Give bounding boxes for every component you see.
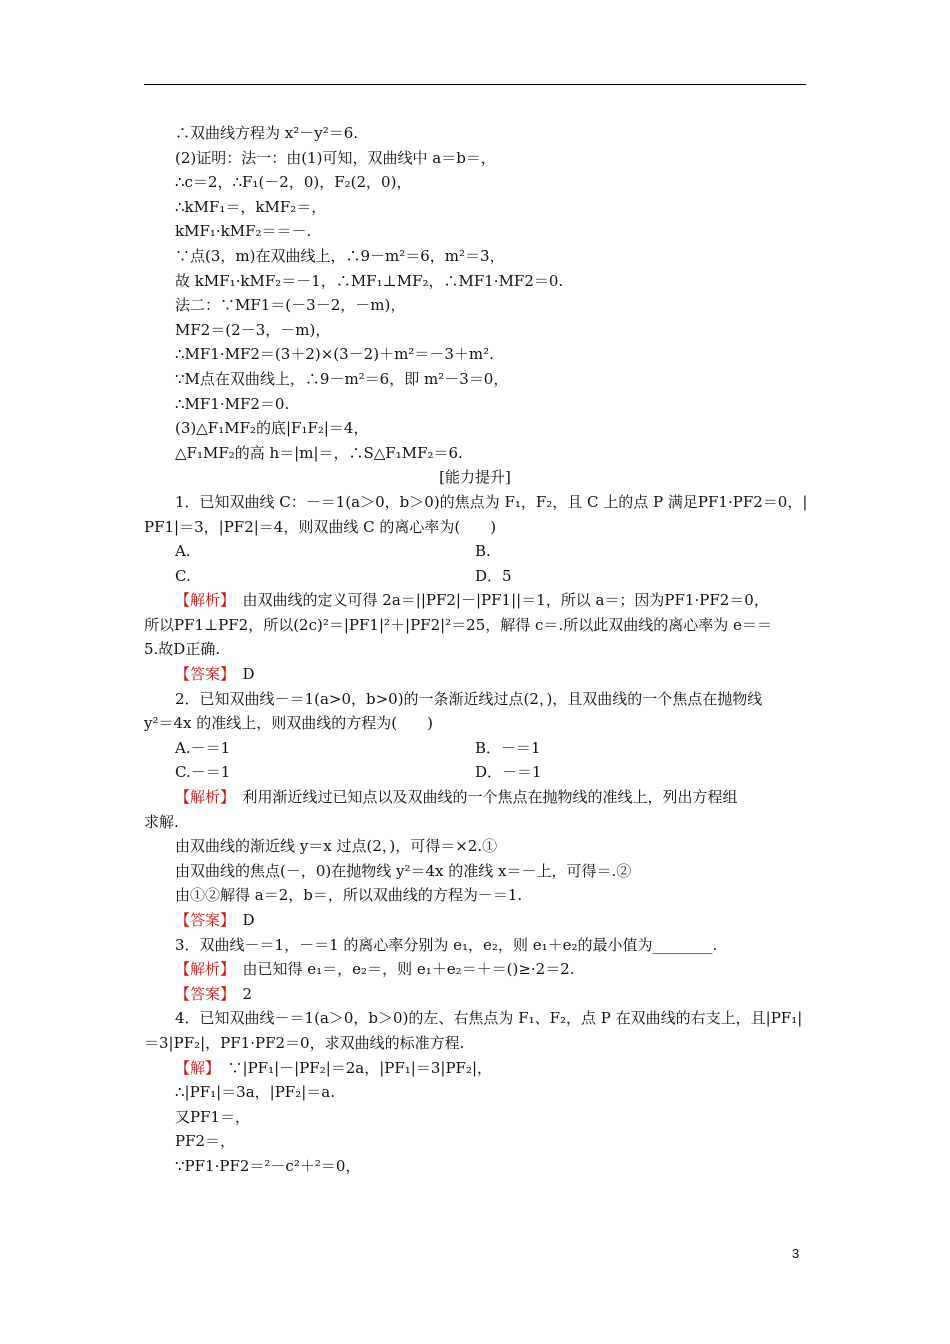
- answer-tag: 【解析】: [175, 788, 228, 807]
- text-line: [144, 342, 806, 367]
- line-text: PF1|＝3，|PF2|＝4，则双曲线 C 的离心率为( ): [144, 517, 497, 536]
- text-line: [144, 588, 806, 613]
- text-line: [144, 662, 806, 687]
- line-text: ∴|PF₁|＝3a，|PF₂|＝a.: [175, 1083, 335, 1102]
- line-text: △F₁MF₂的高 h＝|m|＝，∴S△F₁MF₂＝6.: [175, 443, 463, 462]
- option-right: B.: [475, 542, 491, 561]
- answer-tag: 【解析】: [175, 960, 228, 979]
- line-text: ∴双曲线方程为 x²－y²＝6.: [175, 124, 359, 142]
- document-body: [144, 121, 806, 1179]
- line-text: ＝3|PF₂|，PF1·PF2＝0，求双曲线的标准方程.: [144, 1033, 465, 1052]
- text-line: [144, 785, 806, 810]
- text-line: [144, 490, 806, 515]
- text-line: [144, 883, 806, 908]
- line-text: 又PF1＝，: [175, 1107, 251, 1126]
- option-right: B．－＝1: [475, 738, 541, 757]
- line-text: 由①②解得 a＝2，b＝，所以双曲线的方程为－＝1.: [175, 886, 523, 905]
- line-text: [能力提升]: [439, 468, 511, 487]
- option-left: A.: [175, 542, 191, 561]
- line-text: (3)△F₁MF₂的底|F₁F₂|＝4，: [175, 419, 369, 438]
- line-text: 4．已知双曲线－＝1(a＞0，b＞0)的左、右焦点为 F₁、F₂，点 P 在双曲线的右支上，且|PF₁|: [175, 1009, 803, 1028]
- line-text: 利用渐近线过已知点以及双曲线的一个焦点在抛物线的准线上，列出方程组: [227, 788, 738, 807]
- text-line: [144, 957, 806, 982]
- text-line: [144, 637, 806, 662]
- option-left: A.－＝1: [175, 738, 231, 757]
- text-line: [144, 1006, 806, 1031]
- line-text: 2．已知双曲线－＝1(a>0，b>0)的一条渐近线过点(2，)，且双曲线的一个焦点在抛物线: [175, 689, 763, 708]
- line-text: 由已知得 e₁＝，e₂＝，则 e₁＋e₂＝＋＝()≥·2＝2.: [227, 960, 575, 979]
- line-text: 5.故D正确.: [144, 640, 221, 659]
- text-line: [144, 1154, 806, 1179]
- line-text: 故 kMF₁·kMF₂＝－1，∴MF₁⊥MF₂，∴MF1·MF2＝0.: [175, 271, 564, 290]
- text-line: [144, 760, 806, 785]
- text-line: [144, 687, 806, 712]
- text-line: [144, 219, 806, 244]
- line-text: 1．已知双曲线 C：－＝1(a＞0，b＞0)的焦点为 F₁，F₂，且 C 上的点 P 满足PF1·PF2＝0，|: [175, 492, 808, 511]
- header-rule: [144, 84, 806, 85]
- text-line: [144, 269, 806, 294]
- text-line: [144, 244, 806, 269]
- line-text: D: [227, 665, 255, 684]
- text-line: [144, 908, 806, 933]
- line-text: 由双曲线的焦点(－，0)在抛物线 y²＝4x 的准线 x＝－上，可得＝.②: [175, 861, 632, 880]
- text-line: [144, 834, 806, 859]
- line-text: 求解.: [144, 812, 179, 831]
- line-text: MF2＝(2－3，－m)，: [175, 320, 331, 339]
- text-line: [144, 982, 806, 1007]
- line-text: PF2＝，: [175, 1132, 236, 1151]
- option-right: D．5: [475, 566, 512, 585]
- text-line: [144, 416, 806, 441]
- line-text: ∴c＝2，∴F₁(－2，0)，F₂(2，0)，: [175, 173, 412, 192]
- answer-tag: 【答案】: [175, 984, 228, 1003]
- answer-tag: 【解析】: [175, 591, 228, 610]
- line-text: (2)证明：法一：由(1)可知，双曲线中 a＝b＝，: [175, 148, 496, 167]
- text-line: [144, 170, 806, 195]
- line-text: ∴MF1·MF2＝0.: [175, 394, 290, 413]
- text-line: [144, 613, 806, 638]
- answer-tag: 【解】: [175, 1058, 213, 1077]
- line-text: 所以PF1⊥PF2，所以(2c)²＝|PF1|²＋|PF2|²＝25，解得 c＝.所以此双曲线的离心率为 e＝＝: [144, 615, 772, 634]
- text-line: [144, 711, 806, 736]
- line-text: ∵|PF₁|－|PF₂|＝2a，|PF₁|＝3|PF₂|，: [212, 1058, 493, 1077]
- page-number: 3: [792, 1246, 800, 1261]
- text-line: [144, 515, 806, 540]
- section-heading: [144, 465, 806, 490]
- answer-tag: 【答案】: [175, 911, 228, 929]
- text-line: [144, 318, 806, 343]
- text-line: [144, 1129, 806, 1154]
- text-line: [144, 1056, 806, 1081]
- text-line: [144, 859, 806, 884]
- line-text: 由双曲线的渐近线 y＝x 过点(2，)，可得＝×2.①: [175, 837, 498, 856]
- line-text: D: [227, 911, 255, 929]
- text-line: [144, 293, 806, 318]
- text-line: [144, 933, 806, 958]
- text-line: [144, 539, 806, 564]
- text-line: [144, 195, 806, 220]
- text-line: [144, 1080, 806, 1105]
- text-line: [144, 1031, 806, 1056]
- line-text: ∴kMF₁＝，kMF₂＝，: [175, 197, 327, 216]
- line-text: 由双曲线的定义可得 2a＝||PF2|－|PF1||＝1，所以 a＝；因为PF1·PF2＝0，: [227, 591, 769, 610]
- option-left: C.: [175, 566, 191, 585]
- answer-tag: 【答案】: [175, 665, 228, 684]
- text-line: [144, 736, 806, 761]
- line-text: 3．双曲线－＝1，－＝1 的离心率分别为 e₁，e₂，则 e₁＋e₂的最小值为________.: [175, 935, 718, 954]
- line-text: ∵PF1·PF2＝²－c²＋²＝0，: [175, 1156, 361, 1175]
- text-line: [144, 121, 806, 146]
- option-left: C.－＝1: [175, 763, 231, 782]
- text-line: [144, 810, 806, 835]
- line-text: ∵M点在双曲线上，∴9－m²＝6，即 m²－3＝0，: [175, 369, 509, 388]
- line-text: 法二：∵MF1＝(－3－2，－m)，: [175, 296, 406, 315]
- text-line: [144, 146, 806, 171]
- line-text: y²＝4x 的准线上，则双曲线的方程为( ): [144, 714, 433, 733]
- text-line: [144, 367, 806, 392]
- text-line: [144, 441, 806, 466]
- line-text: 2: [227, 984, 253, 1003]
- line-text: ∵点(3，m)在双曲线上，∴9－m²＝6，m²＝3，: [175, 246, 505, 265]
- text-line: [144, 564, 806, 589]
- option-right: D．－＝1: [475, 763, 542, 782]
- line-text: ∴MF1·MF2＝(3＋2)×(3－2)＋m²＝－3＋m².: [175, 345, 494, 364]
- text-line: [144, 1105, 806, 1130]
- text-line: [144, 392, 806, 417]
- line-text: kMF₁·kMF₂＝＝－.: [175, 222, 312, 241]
